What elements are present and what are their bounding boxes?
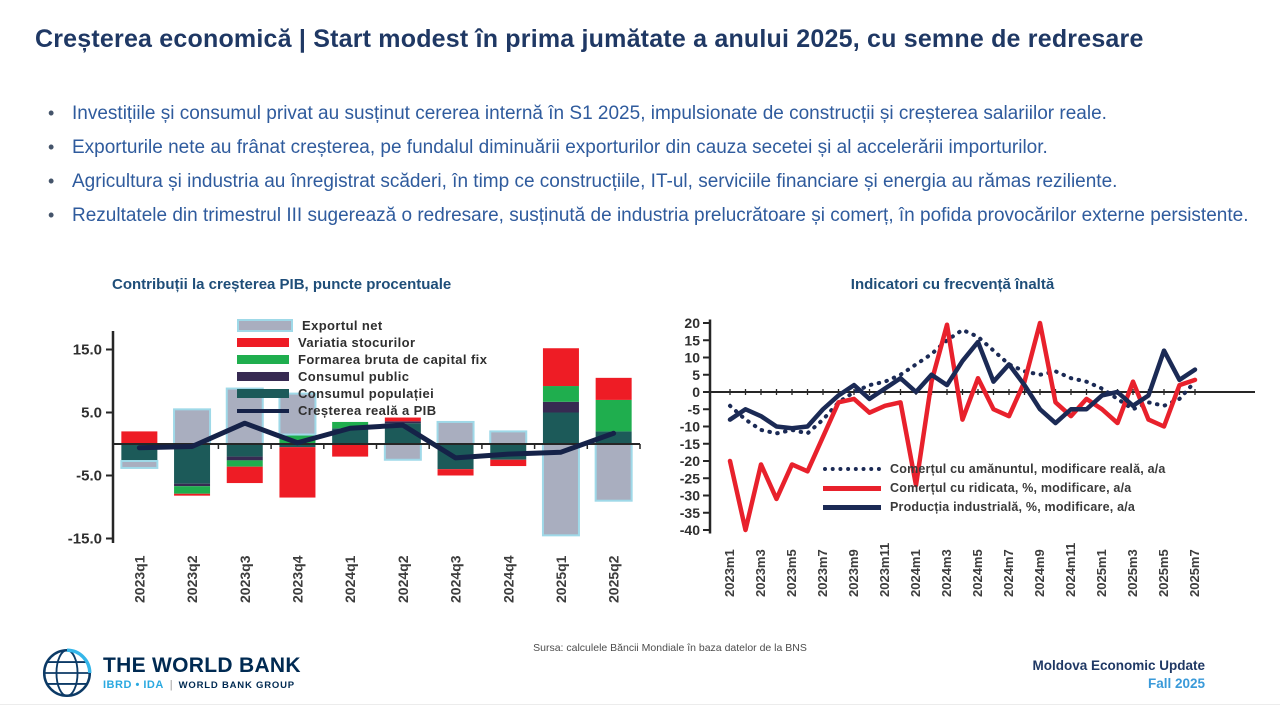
svg-text:2024q1: 2024q1 [342, 555, 359, 603]
svg-text:2025m3: 2025m3 [1125, 549, 1140, 597]
svg-text:-20: -20 [679, 453, 700, 469]
svg-text:20: 20 [684, 315, 700, 331]
indicators-chart-title: Indicatori cu frecvență înaltă [850, 276, 1055, 293]
legend-swatch [823, 505, 881, 510]
report-info [1032, 658, 1205, 691]
legend-swatch [237, 372, 289, 381]
world-bank-logo [40, 646, 301, 700]
source-note: Sursa: calculele Băncii Mondiale în baza datelor de la BNS [533, 642, 807, 654]
svg-text:2023q2: 2023q2 [184, 555, 201, 603]
svg-text:2024m5: 2024m5 [970, 549, 985, 597]
legend-swatch [237, 389, 289, 398]
world-bank-group-label: WORLD BANK GROUP [178, 680, 295, 691]
svg-text:15.0: 15.0 [72, 341, 102, 359]
report-edition: Fall 2025 [1147, 676, 1205, 691]
svg-text:2023q3: 2023q3 [236, 555, 253, 603]
legend-item [237, 386, 487, 401]
legend-label: Producția industrială, %, modificare, a/a [890, 500, 1136, 514]
legend-item [237, 369, 487, 384]
legend-item [237, 335, 487, 350]
svg-text:15: 15 [684, 332, 700, 349]
svg-text:2024q2: 2024q2 [394, 555, 411, 603]
legend-label: Creșterea reală a PIB [298, 403, 437, 418]
svg-text:5.0: 5.0 [81, 404, 102, 422]
legend-label: Consumul populației [298, 386, 435, 401]
svg-text:2023m9: 2023m9 [846, 549, 861, 597]
bullet-list [45, 97, 1258, 233]
svg-text:-10: -10 [679, 418, 700, 435]
ibrd-ida-label: IBRD • IDA [103, 679, 164, 691]
bullet-item: • Exporturile nete au frânat creșterea, pe fundalul diminuării exporturilor din cauza secetei și al accelerării importurilor. [45, 131, 1258, 164]
svg-text:2023q1: 2023q1 [131, 555, 148, 603]
legend-item [823, 500, 1166, 514]
svg-text:2024m1: 2024m1 [908, 549, 923, 597]
svg-text:-15.0: -15.0 [67, 530, 102, 548]
svg-text:-5.0: -5.0 [76, 467, 102, 485]
svg-text:2024m9: 2024m9 [1032, 549, 1047, 597]
svg-text:2023m11: 2023m11 [877, 542, 892, 597]
legend-label: Comerțul cu ridicata, %, modificare, a/a [890, 481, 1132, 495]
bottom-divider [0, 704, 1280, 705]
report-title: Moldova Economic Update [1032, 658, 1205, 673]
legend-label: Exportul net [302, 318, 383, 333]
svg-text:0: 0 [692, 384, 700, 400]
svg-text:2024q4: 2024q4 [500, 555, 517, 603]
gdp-contributions-figure [55, 276, 655, 637]
logo-text [103, 655, 301, 691]
bullet-item: • Agricultura și industria au înregistrat scăderi, în timp ce construcțiile, IT-ul, serviciile financiare și energia au rămas reziliente. [45, 165, 1258, 198]
globe-icon [40, 646, 94, 700]
svg-text:2024q3: 2024q3 [447, 555, 464, 603]
svg-text:-35: -35 [679, 504, 700, 521]
svg-text:2024m11: 2024m11 [1063, 542, 1078, 597]
svg-text:2024m7: 2024m7 [1001, 549, 1016, 597]
high-frequency-indicators-figure [655, 276, 1280, 637]
legend-item [237, 403, 487, 418]
svg-text:2023m5: 2023m5 [784, 549, 799, 597]
svg-text:-40: -40 [679, 522, 700, 538]
legend-item [237, 318, 487, 333]
svg-text:-30: -30 [679, 487, 700, 504]
legend-swatch [823, 467, 881, 471]
legend-label: Formarea bruta de capital fix [298, 352, 488, 367]
legend-item [823, 462, 1166, 476]
legend-swatch [237, 409, 289, 413]
bullet-item: • Rezultatele din trimestrul III sugerează o redresare, susținută de industria prelucrătoare și comerț, în pofida provocărilor externe persistente. [45, 199, 1258, 232]
legend-swatch [237, 338, 289, 347]
slide-title: Creșterea economică | Start modest în prima jumătate a anului 2025, cu semne de redresare [35, 25, 1144, 53]
legend-item [823, 481, 1166, 495]
world-bank-wordmark: THE WORLD BANK [103, 654, 301, 677]
indicators-legend [823, 462, 1166, 519]
svg-text:-5: -5 [687, 401, 700, 418]
legend-label: Comerțul cu amănuntul, modificare reală, a/a [890, 462, 1166, 476]
svg-text:-25: -25 [679, 470, 700, 487]
svg-text:2023m7: 2023m7 [815, 549, 830, 597]
svg-text:2025m5: 2025m5 [1156, 549, 1171, 597]
svg-text:10: 10 [684, 349, 700, 366]
legend-label: Variatia stocurilor [298, 335, 416, 350]
legend-item [237, 352, 487, 367]
svg-text:2023m3: 2023m3 [753, 549, 768, 597]
svg-text:2023m1: 2023m1 [722, 549, 737, 597]
logo-divider: | [169, 679, 173, 691]
svg-text:2024m3: 2024m3 [939, 549, 954, 597]
legend-label: Consumul public [298, 369, 410, 384]
bullet-item: • Investițiile și consumul privat au susținut cererea internă în S1 2025, impulsionate de construcții și creșterea salariilor reale. [45, 97, 1258, 130]
gdp-chart-title: Contribuții la creșterea PIB, puncte procentuale [112, 276, 452, 293]
svg-text:2025q2: 2025q2 [605, 555, 622, 603]
svg-text:-15: -15 [679, 435, 700, 452]
svg-text:2025m7: 2025m7 [1187, 549, 1202, 597]
legend-swatch [823, 486, 881, 491]
svg-text:2025m1: 2025m1 [1094, 549, 1109, 597]
svg-text:2023q4: 2023q4 [289, 555, 306, 603]
logo-subtitle [103, 679, 301, 691]
legend-swatch [237, 355, 289, 364]
gdp-legend [237, 318, 487, 420]
svg-text:2025q1: 2025q1 [552, 555, 569, 603]
svg-text:5: 5 [692, 366, 700, 383]
legend-swatch [237, 319, 293, 332]
